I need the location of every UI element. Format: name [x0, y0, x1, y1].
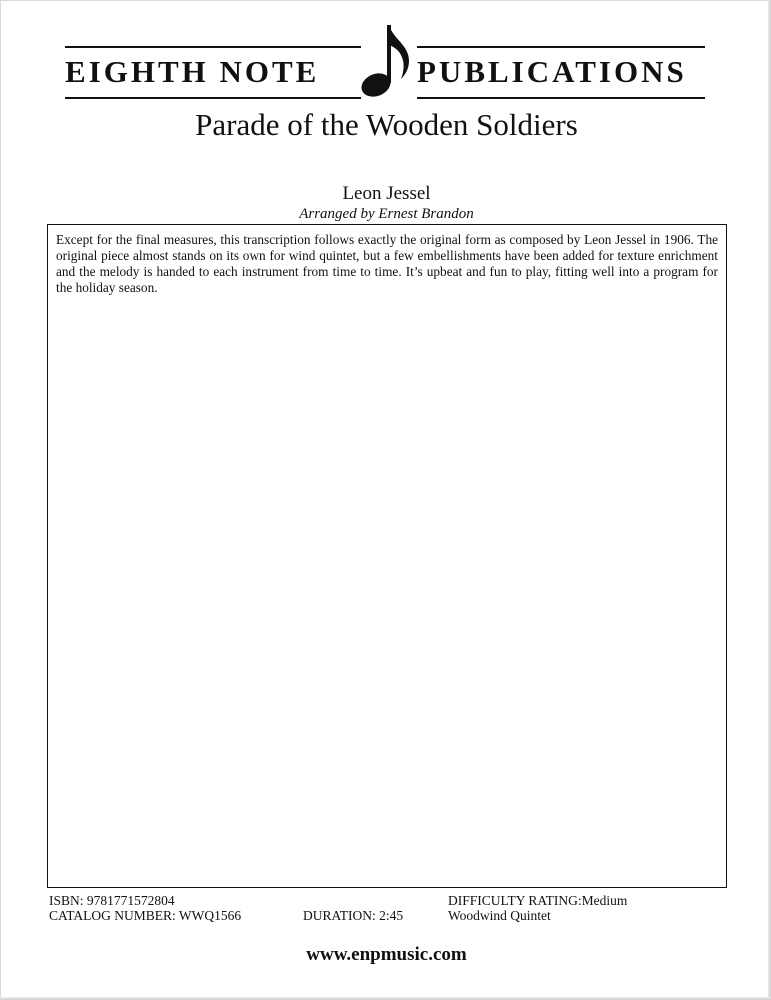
score-title: Parade of the Wooden Soldiers [195, 107, 578, 142]
catalog-number-text: CATALOG NUMBER: WWQ1566 [49, 908, 242, 923]
banner-rule-top-left [65, 46, 361, 48]
program-notes-text: Except for the final measures, this transcription follows exactly the original form as composed by Leon Jessel in 1906. The original piece almost stands on its own for wind quintet, but a few embellishments have been added for texture enrichment and the melody is handed to each instrument from time to time. It’s upbeat and fun to play, fitting well into a program for the holiday season. [56, 232, 718, 295]
banner-rule-bottom-right [417, 97, 705, 99]
eighth-note-icon [357, 19, 417, 99]
ensemble-text: Woodwind Quintet [448, 908, 551, 923]
difficulty-rating-text: DIFFICULTY RATING:Medium [448, 893, 628, 908]
duration-text: DURATION: 2:45 [303, 908, 404, 923]
banner-rule-top-right [417, 46, 705, 48]
isbn-text: ISBN: 9781771572804 [49, 893, 175, 908]
banner-rule-bottom-left [65, 97, 361, 99]
publisher-name-left: EIGHTH NOTE [65, 54, 320, 89]
website-link[interactable]: www.enpmusic.com [306, 944, 467, 965]
publisher-banner [61, 19, 709, 99]
arranger-credit: Arranged by Ernest Brandon [299, 206, 474, 222]
composer-name: Leon Jessel [342, 183, 431, 204]
publisher-name-right: PUBLICATIONS [417, 54, 687, 89]
program-notes-box [47, 224, 727, 888]
